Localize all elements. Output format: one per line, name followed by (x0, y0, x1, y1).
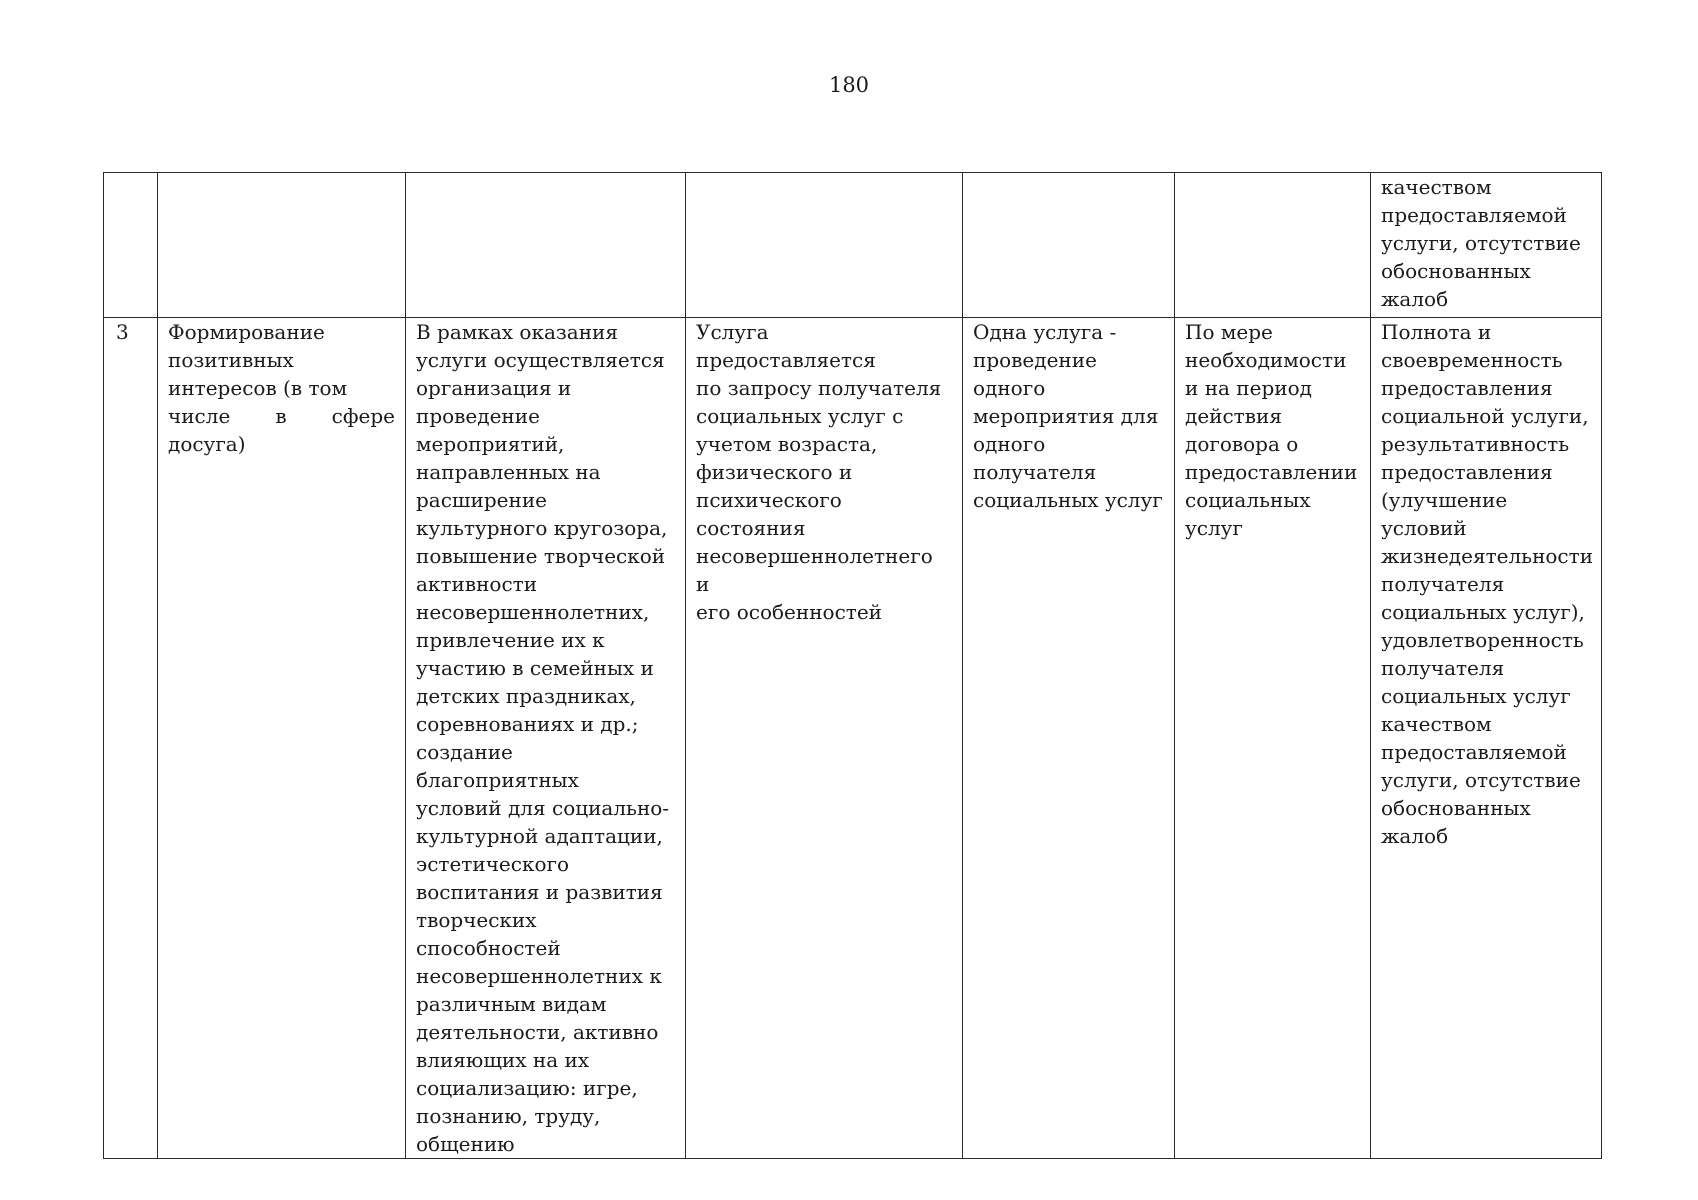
cell-description (406, 318, 686, 1159)
service-conditions: Услуга предоставляется по запросу получателя социальных услуг с учетом возраста, физического и психического состояния несовершеннолетнего и его особенностей (696, 320, 942, 624)
cell-conditions (686, 318, 963, 1159)
cell-number (104, 318, 158, 1159)
service-timing: По мере необходимости и на период действия договора о предоставлении социальных услуг (1185, 320, 1358, 540)
cell-timing (1175, 173, 1371, 318)
cell-number (104, 173, 158, 318)
cell-results (1371, 318, 1602, 1159)
service-description: В рамках оказания услуги осуществляется организация и проведение мероприятий, направленных на расширение культурного кругозора, повышение творческой активности несовершеннолетних, привлечение их к участию в семейных и детских праздниках, соревнованиях и др.; создание благоприятных условий для социально- культурной адаптации, эстетического воспитания и развития творческих способностей несовершеннолетних к различным видам деятельности, активно влияющих на их социализацию: игре, познанию, труду, общению (416, 320, 670, 1156)
services-table (103, 172, 1602, 1159)
cell-timing (1175, 318, 1371, 1159)
results-text: качеством предоставляемой услуги, отсутствие обоснованных жалоб (1381, 175, 1581, 311)
table-row-3 (104, 318, 1602, 1159)
table-row-continuation (104, 173, 1602, 318)
cell-results (1371, 173, 1602, 318)
service-name: Формирование позитивных интересов (в том числе в сфере досуга) (168, 320, 395, 456)
cell-description (406, 173, 686, 318)
cell-volume (963, 318, 1175, 1159)
cell-conditions (686, 173, 963, 318)
row-number: 3 (116, 320, 129, 344)
cell-name (158, 173, 406, 318)
service-results: Полнота и своевременность предоставления социальной услуги, результативность предоставления (улучшение условий жизнедеятельности получателя социальных услуг), удовлетворенность получателя социальных услуг качеством предоставляемой услуги, отсутствие обоснованных жалоб (1381, 320, 1594, 848)
cell-volume (963, 173, 1175, 318)
page-number: 180 (828, 73, 870, 97)
service-volume: Одна услуга - проведение одного мероприятия для одного получателя социальных услуг (973, 320, 1163, 512)
cell-name (158, 318, 406, 1159)
